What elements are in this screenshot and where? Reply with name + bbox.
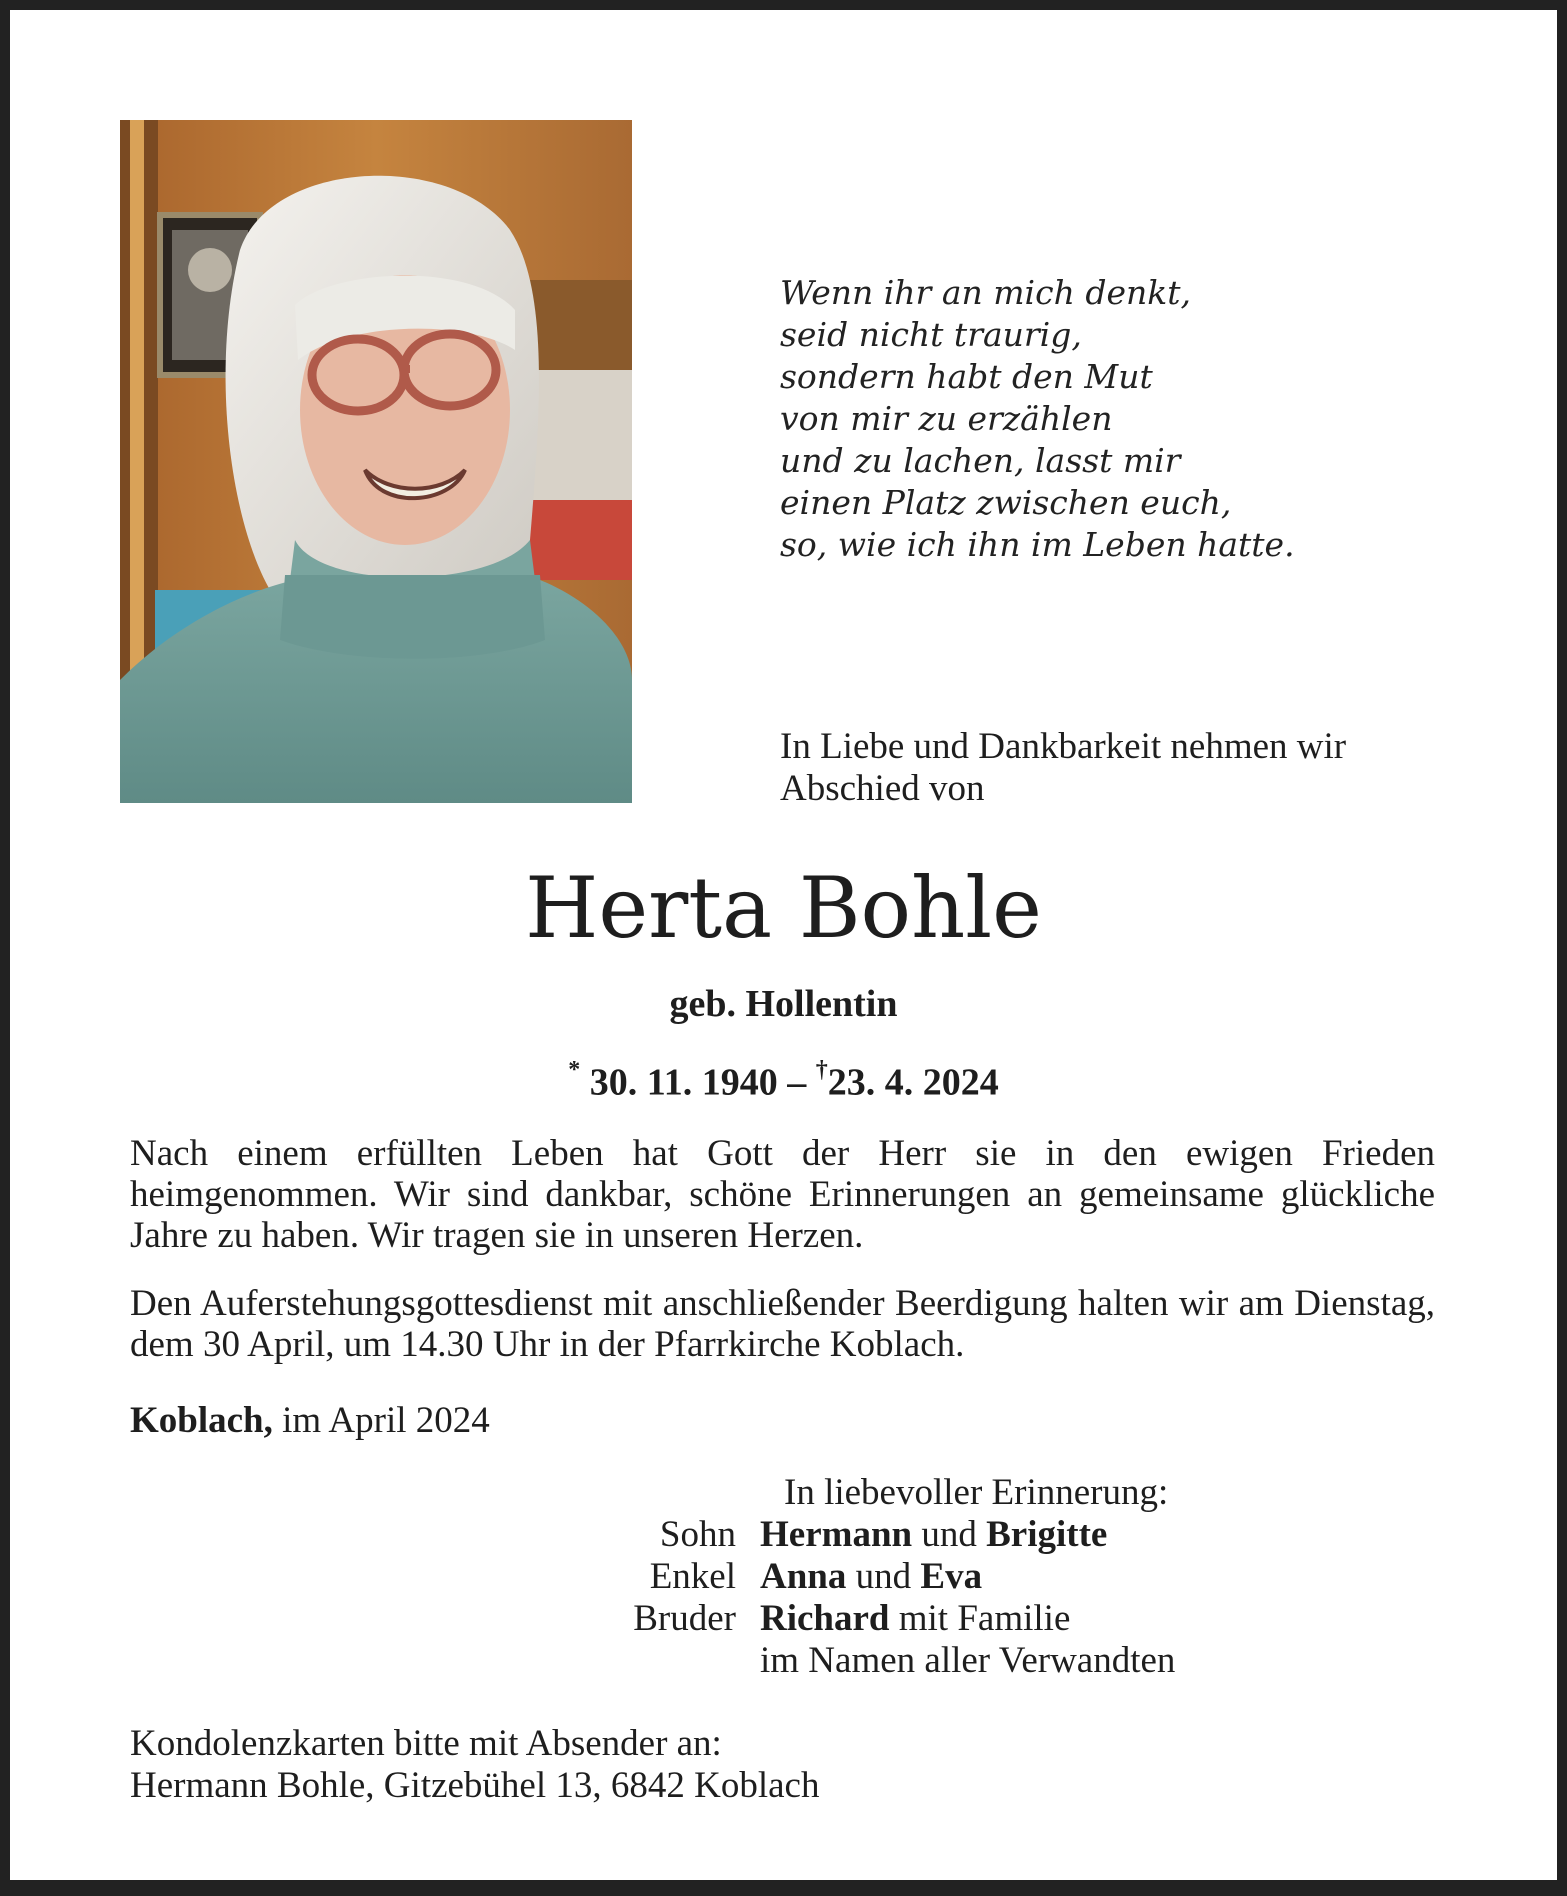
poem-line: seid nicht traurig, [780, 315, 1082, 354]
family-names [760, 1556, 982, 1598]
poem-line: von mir zu erzählen [780, 399, 1113, 438]
maiden-name: geb. Hollentin [669, 983, 898, 1025]
obituary-paragraph: Nach einem erfüllten Leben hat Gott der Herr sie in den ewigen Frieden heimgenommen. Wir sind dankbar, schöne Erinnerungen an gemeinsame glückliche Jahre zu haben. Wir tragen sie in unseren Herzen. [130, 1133, 1435, 1256]
family-role: Sohn [659, 1514, 736, 1555]
family-row [560, 1514, 1175, 1556]
family-name: Hermann [760, 1514, 913, 1555]
condolence-line: Kondolenzkarten bitte mit Absender an: [130, 1723, 722, 1764]
farewell-intro [780, 726, 1480, 810]
place-month: im April 2024 [282, 1400, 490, 1441]
family-list [560, 1514, 1175, 1682]
birth-symbol: * [568, 1057, 581, 1083]
intro-line: In Liebe und Dankbarkeit nehmen wir [780, 726, 1347, 767]
poem-line: so, wie ich ihn im Leben hatte. [780, 525, 1295, 564]
life-dates [0, 1052, 1567, 1105]
deceased-name: Herta Bohle [525, 859, 1042, 957]
funeral-paragraph: Den Auferstehungsgottesdienst mit anschließender Beerdigung halten wir am Dienstag, dem 30 April, um 14.30 Uhr in der Pfarrkirche Koblach. [130, 1283, 1435, 1365]
poem-line: Wenn ihr an mich denkt, [780, 273, 1191, 312]
family-row [560, 1598, 1175, 1640]
date-separator: – [787, 1061, 807, 1104]
memory-heading: In liebevoller Erinnerung: [784, 1472, 1169, 1513]
family-row [560, 1640, 1175, 1682]
condolence-address [130, 1723, 819, 1807]
family-joiner: mit Familie [898, 1598, 1071, 1639]
family-joiner: und [921, 1514, 977, 1555]
family-name: Brigitte [986, 1514, 1108, 1555]
poem-line: sondern habt den Mut [780, 357, 1153, 396]
condolence-line: Hermann Bohle, Gitzebühel 13, 6842 Koblach [130, 1765, 820, 1806]
intro-line: Abschied von [780, 768, 985, 809]
portrait-photo [120, 120, 632, 803]
family-joiner: und [855, 1556, 912, 1597]
family-role: Enkel [649, 1556, 736, 1597]
family-closing: im Namen aller Verwandten [760, 1640, 1176, 1681]
poem-line: einen Platz zwischen euch, [780, 483, 1232, 522]
family-name: Richard [760, 1598, 890, 1639]
poem [780, 272, 1480, 566]
death-date: 23. 4. 2024 [827, 1061, 999, 1104]
family-row [560, 1556, 1175, 1598]
place-date [130, 1400, 490, 1442]
family-names [760, 1598, 1070, 1640]
death-symbol: † [815, 1057, 828, 1083]
family-name: Anna [760, 1556, 847, 1597]
poem-line: und zu lachen, lasst mir [780, 441, 1181, 480]
family-names [760, 1514, 1107, 1556]
family-name: Eva [920, 1556, 983, 1597]
family-role: Bruder [633, 1598, 736, 1639]
place-town: Koblach, [130, 1400, 273, 1441]
birth-date: 30. 11. 1940 [589, 1061, 778, 1104]
